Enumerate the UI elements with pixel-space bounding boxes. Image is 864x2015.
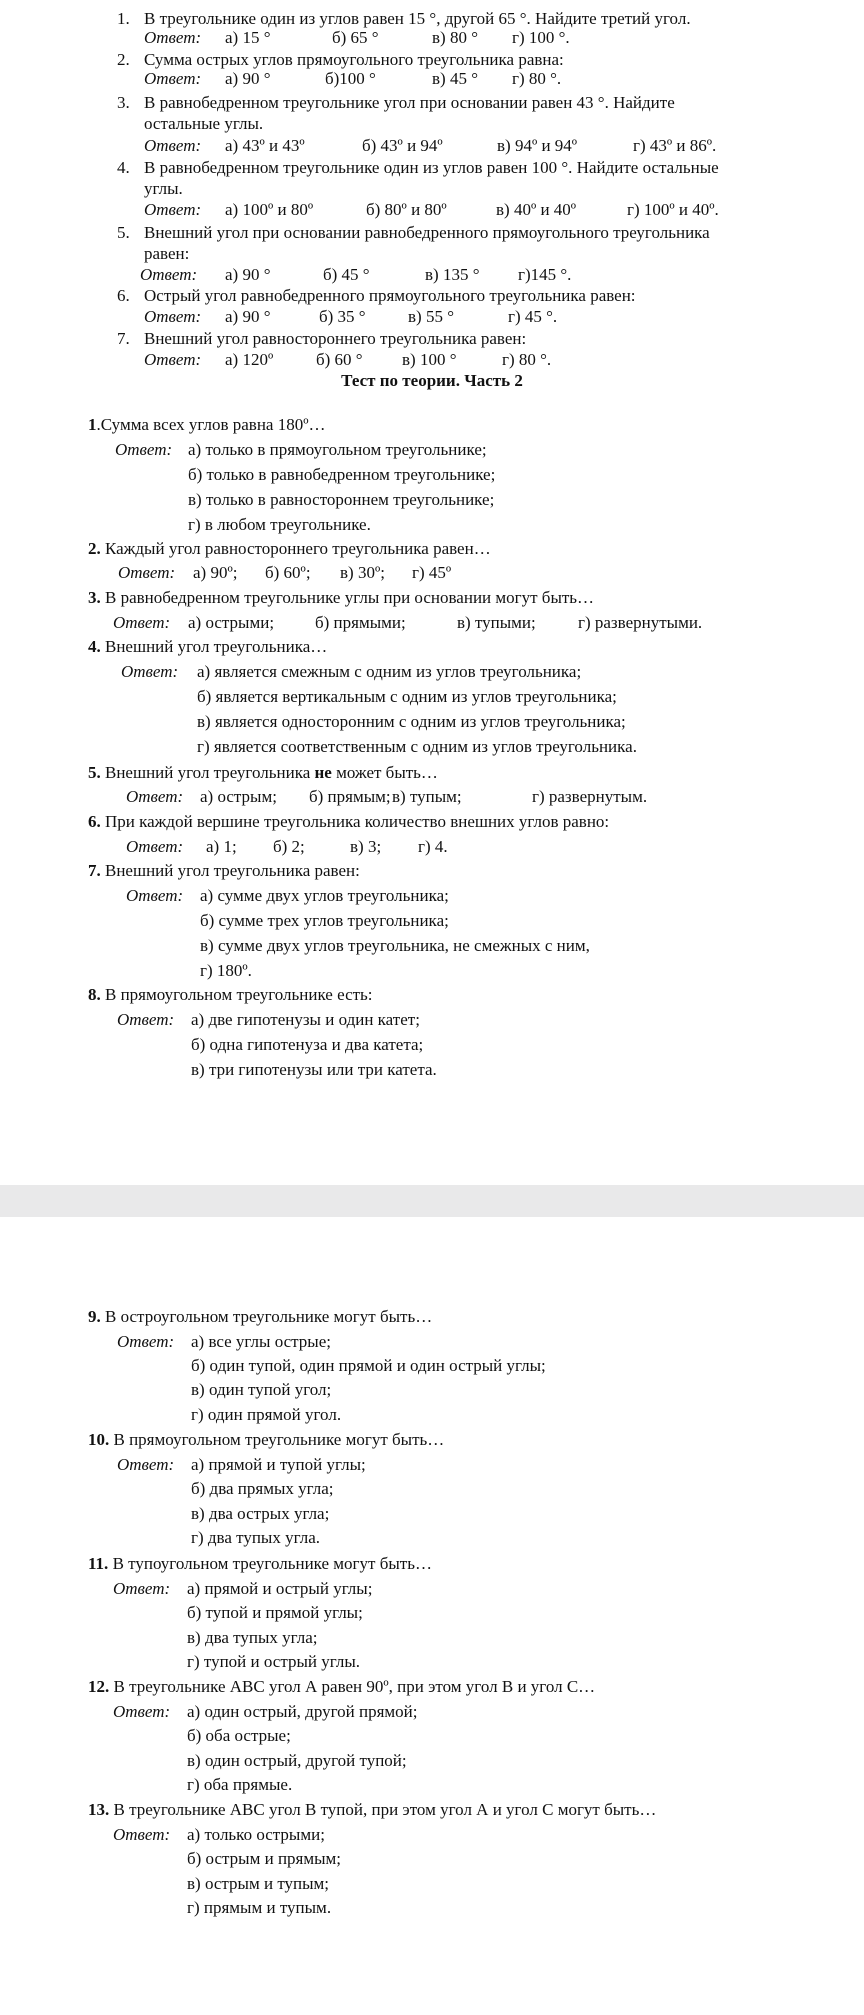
answer-label: Ответ: [140, 265, 198, 284]
question-6-text: Острый угол равнобедренного прямоугольного треугольника равен: [144, 286, 636, 305]
option-v: в) 45 ° [432, 69, 478, 88]
answer-label: Ответ: [126, 886, 184, 905]
answer-label: Ответ: [144, 350, 202, 369]
question-text: Каждый угол равностороннего треугольника равен… [105, 539, 491, 558]
option-b: б) является вертикальным с одним из углов треугольника; [197, 687, 617, 706]
answer-label: Ответ: [144, 200, 202, 219]
question-text: Внешний угол треугольника… [105, 637, 328, 656]
question-3-text: В равнобедренном треугольнике угол при основании равен 43 °. Найдите [144, 93, 675, 112]
option-a: а) все углы острые; [191, 1332, 331, 1351]
option-v: в) тупым; [392, 787, 462, 806]
question-number: 10. [88, 1430, 110, 1449]
option-a: а) 15 ° [225, 28, 271, 47]
question-text: .Сумма всех углов равна 180º… [96, 415, 326, 434]
answer-label: Ответ: [117, 1332, 175, 1351]
question-text: Внешний угол треугольника равен: [105, 861, 360, 880]
answer-label: Ответ: [113, 613, 171, 632]
question-number: 12. [88, 1677, 110, 1696]
question-text-emphasis: не [314, 763, 332, 782]
option-g: г) 45º [412, 563, 452, 582]
option-b: б) только в равнобедренном треугольнике; [188, 465, 496, 484]
question-text: В треугольнике АВС угол А равен 90º, при этом угол В и угол С… [113, 1677, 596, 1696]
answer-label: Ответ: [115, 440, 173, 459]
option-b: б) одна гипотенуза и два катета; [191, 1035, 424, 1054]
option-a: а) 90 ° [225, 265, 271, 284]
question-5-text: Внешний угол при основании равнобедренного прямоугольного треугольника [144, 223, 710, 242]
option-v: в) два тупых угла; [187, 1628, 318, 1647]
question-text-end: может быть… [331, 763, 438, 782]
question-7-number: 7. [117, 329, 130, 348]
option-a: а) 90 ° [225, 69, 271, 88]
worksheet-page-2 [0, 1217, 864, 2015]
option-g: г) 43º и 86º. [633, 136, 717, 155]
option-v: в) два острых угла; [191, 1504, 330, 1523]
option-b: б) острым и прямым; [187, 1849, 342, 1868]
answer-label: Ответ: [144, 307, 202, 326]
option-a: а) острыми; [188, 613, 275, 632]
theory-question-9 [88, 1306, 432, 1328]
question-number: 6. [88, 812, 101, 831]
option-a: а) только острыми; [187, 1825, 325, 1844]
question-text: При каждой вершине треугольника количество внешних углов равно: [105, 812, 610, 831]
answer-label: Ответ: [117, 1010, 175, 1029]
question-text: В остроугольном треугольнике могут быть… [105, 1307, 433, 1326]
page-gap [0, 1185, 864, 1217]
option-v: в) один тупой угол; [191, 1380, 332, 1399]
theory-question-12 [88, 1676, 595, 1698]
theory-question-8 [88, 984, 373, 1006]
theory-question-10 [88, 1429, 444, 1451]
option-g: г) 180º. [200, 961, 252, 980]
question-4-text-cont: углы. [144, 179, 183, 198]
question-1-text: В треугольнике один из углов равен 15 °, другой 65 °. Найдите третий угол. [144, 9, 691, 28]
option-b: б) прямым; [309, 787, 391, 806]
option-b: б)100 ° [325, 69, 376, 88]
theory-question-3 [88, 587, 594, 609]
option-a: а) 90º; [193, 563, 238, 582]
option-g: г) тупой и острый углы. [187, 1652, 361, 1671]
option-g: г) в любом треугольнике. [188, 515, 371, 534]
option-v: в) 94º и 94º [497, 136, 578, 155]
question-number: 5. [88, 763, 101, 782]
option-g: г) прямым и тупым. [187, 1898, 332, 1917]
question-4-text: В равнобедренном треугольнике один из углов равен 100 °. Найдите остальные [144, 158, 719, 177]
question-number: 4. [88, 637, 101, 656]
question-6-number: 6. [117, 286, 130, 305]
theory-question-4 [88, 636, 327, 658]
question-number: 1 [88, 415, 97, 434]
question-2-text: Сумма острых углов прямоугольного треугольника равна: [144, 50, 564, 69]
option-a: а) прямой и острый углы; [187, 1579, 373, 1598]
option-g: г) 100º и 40º. [627, 200, 719, 219]
option-v: в) является односторонним с одним из углов треугольника; [197, 712, 626, 731]
question-3-number: 3. [117, 93, 130, 112]
question-text: Внешний угол треугольника [105, 763, 315, 782]
option-b: б) 35 ° [319, 307, 366, 326]
answer-label: Ответ: [144, 28, 202, 47]
option-g: г) является соответственным с одним из углов треугольника. [197, 737, 637, 756]
question-text: В треугольнике АВС угол В тупой, при этом угол А и угол С могут быть… [113, 1800, 657, 1819]
question-number: 11. [88, 1554, 109, 1573]
question-2-number: 2. [117, 50, 130, 69]
option-v: в) три гипотенузы или три катета. [191, 1060, 437, 1079]
question-number: 13. [88, 1800, 110, 1819]
option-g: г) оба прямые. [187, 1775, 293, 1794]
question-number: 2. [88, 539, 101, 558]
theory-question-5 [88, 762, 438, 784]
option-v: в) сумме двух углов треугольника, не смежных с ним, [200, 936, 590, 955]
option-a: а) 43º и 43º [225, 136, 305, 155]
question-1-number: 1. [117, 9, 130, 28]
option-v: в) 3; [350, 837, 382, 856]
question-number: 3. [88, 588, 101, 607]
option-a: а) 100º и 80º [225, 200, 314, 219]
answer-label: Ответ: [113, 1579, 171, 1598]
question-3-text-cont: остальные углы. [144, 114, 264, 133]
option-a: а) острым; [200, 787, 277, 806]
answer-label: Ответ: [126, 837, 184, 856]
option-b: б) 80º и 80º [366, 200, 447, 219]
question-text: В прямоугольном треугольнике могут быть… [113, 1430, 445, 1449]
theory-question-7 [88, 860, 360, 882]
option-v: в) тупыми; [457, 613, 536, 632]
option-a: а) является смежным с одним из углов треугольника; [197, 662, 582, 681]
option-g: г) развернутыми. [578, 613, 703, 632]
question-5-number: 5. [117, 223, 130, 242]
answer-label: Ответ: [144, 136, 202, 155]
question-number: 8. [88, 985, 101, 1004]
answer-label: Ответ: [126, 787, 184, 806]
option-b: б) два прямых угла; [191, 1479, 334, 1498]
question-7-text: Внешний угол равностороннего треугольника равен: [144, 329, 527, 348]
option-a: а) один острый, другой прямой; [187, 1702, 418, 1721]
theory-question-1 [88, 414, 326, 436]
option-v: в) 135 ° [425, 265, 480, 284]
option-a: а) две гипотенузы и один катет; [191, 1010, 420, 1029]
question-number: 7. [88, 861, 101, 880]
option-v: в) 55 ° [408, 307, 454, 326]
option-v: в) 30º; [340, 563, 385, 582]
question-text: В тупоугольном треугольнике могут быть… [112, 1554, 432, 1573]
question-4-number: 4. [117, 158, 130, 177]
option-g: г) 80 °. [502, 350, 552, 369]
option-b: б) 45 ° [323, 265, 370, 284]
option-v: в) один острый, другой тупой; [187, 1751, 407, 1770]
theory-question-6 [88, 811, 609, 833]
option-g: г)145 °. [518, 265, 572, 284]
option-a: а) прямой и тупой углы; [191, 1455, 366, 1474]
theory-question-13 [88, 1799, 656, 1821]
option-a: а) только в прямоугольном треугольнике; [188, 440, 487, 459]
question-5-text-cont: равен: [144, 244, 190, 263]
answer-label: Ответ: [117, 1455, 175, 1474]
option-a: а) 120º [225, 350, 274, 369]
option-v: в) только в равностороннем треугольнике; [188, 490, 495, 509]
option-a: а) 1; [206, 837, 237, 856]
option-b: б) 65 ° [332, 28, 379, 47]
theory-question-2 [88, 538, 491, 560]
option-a: а) сумме двух углов треугольника; [200, 886, 449, 905]
answer-label: Ответ: [113, 1702, 171, 1721]
option-b: б) 2; [273, 837, 305, 856]
option-g: г) 45 °. [508, 307, 558, 326]
answer-label: Ответ: [113, 1825, 171, 1844]
option-b: б) оба острые; [187, 1726, 291, 1745]
answer-label: Ответ: [121, 662, 179, 681]
section-title: Тест по теории. Часть 2 [341, 371, 523, 390]
option-b: б) 60 ° [316, 350, 363, 369]
question-text: В прямоугольном треугольнике есть: [105, 985, 373, 1004]
option-g: г) один прямой угол. [191, 1405, 342, 1424]
option-b: б) один тупой, один прямой и один острый углы; [191, 1356, 546, 1375]
answer-label: Ответ: [118, 563, 176, 582]
answer-label: Ответ: [144, 69, 202, 88]
option-v: в) 40º и 40º [496, 200, 577, 219]
option-b: б) сумме трех углов треугольника; [200, 911, 449, 930]
option-g: г) 100 °. [512, 28, 570, 47]
theory-question-11 [88, 1553, 432, 1575]
option-g: г) 4. [418, 837, 448, 856]
question-number: 9. [88, 1307, 101, 1326]
option-v: в) острым и тупым; [187, 1874, 330, 1893]
option-v: в) 100 ° [402, 350, 457, 369]
option-b: б) прямыми; [315, 613, 406, 632]
option-g: г) развернутым. [532, 787, 648, 806]
question-text: В равнобедренном треугольнике углы при основании могут быть… [105, 588, 595, 607]
option-v: в) 80 ° [432, 28, 478, 47]
option-b: б) 43º и 94º [362, 136, 443, 155]
option-b: б) 60º; [265, 563, 311, 582]
option-b: б) тупой и прямой углы; [187, 1603, 363, 1622]
option-g: г) два тупых угла. [191, 1528, 320, 1547]
option-g: г) 80 °. [512, 69, 562, 88]
option-a: а) 90 ° [225, 307, 271, 326]
